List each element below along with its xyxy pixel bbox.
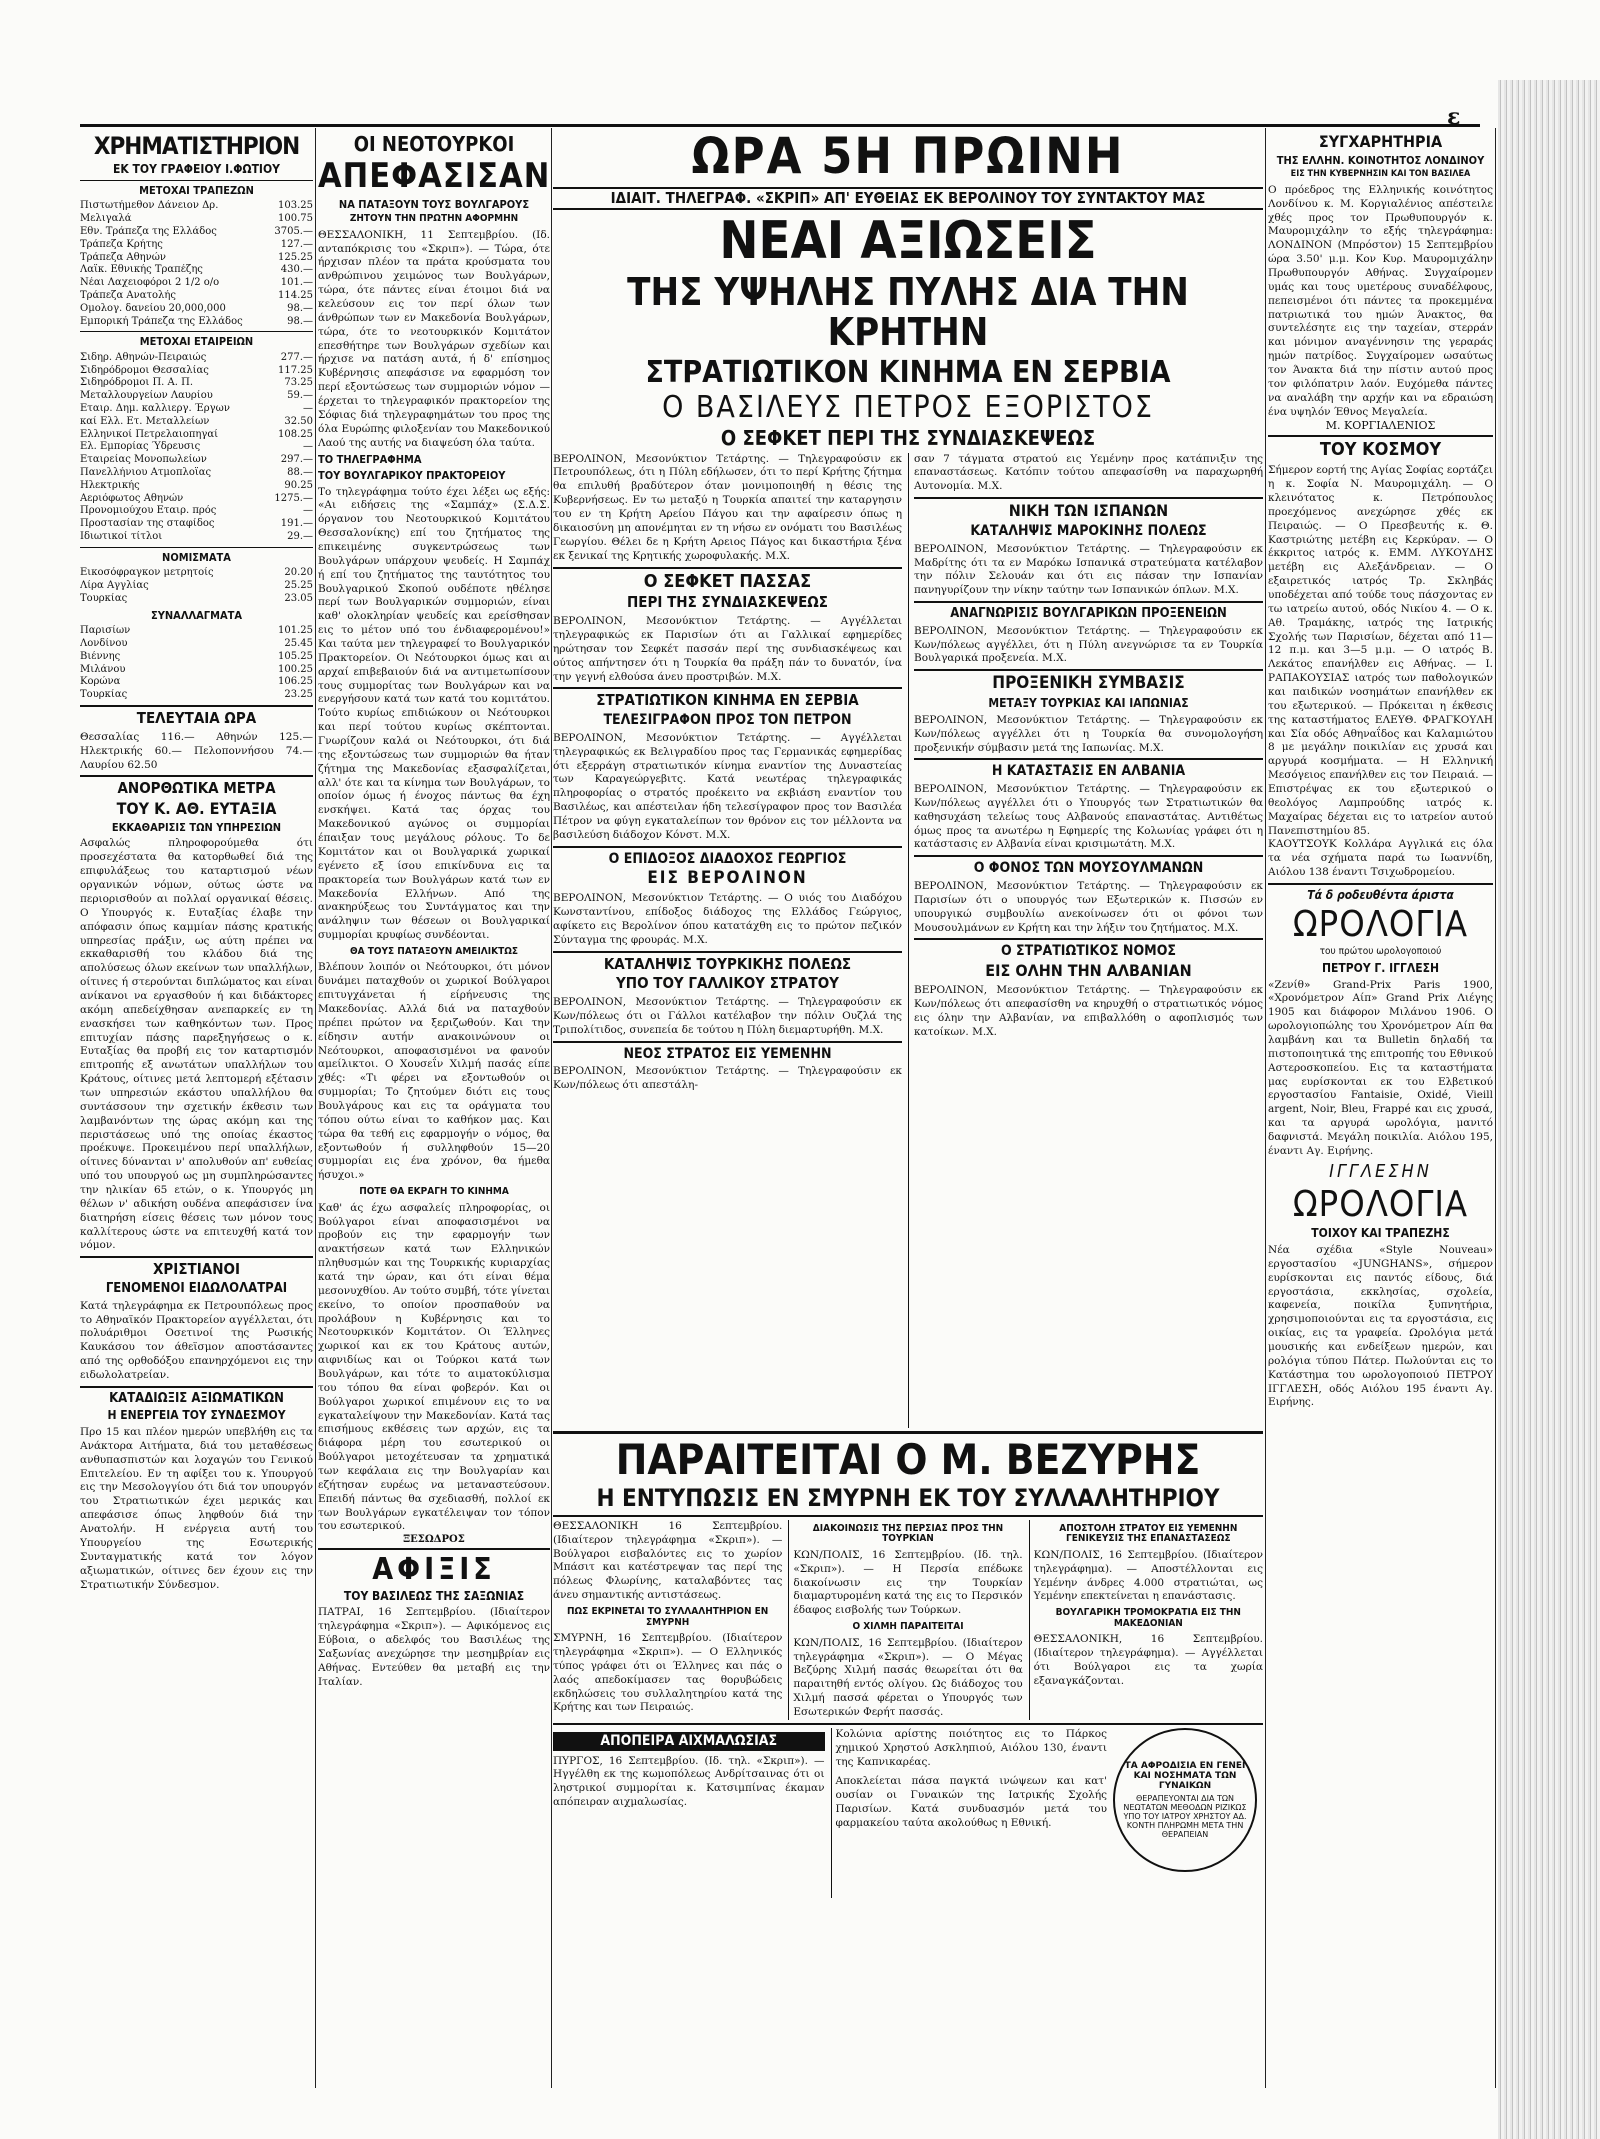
article-heading: ΟΙ ΝΕΟΤΟΥΡΚΟΙ	[353, 132, 515, 156]
quote-row	[80, 505, 313, 518]
coins-list	[80, 567, 313, 605]
article-heading: ΑΝΑΓΝΩΡΙΣΙΣ ΒΟΥΛΓΑΡΙΚΩΝ ΠΡΟΞΕΝΕΙΩΝ	[950, 606, 1227, 622]
article-subheading: ΝΑ ΠΑΤΑΞΟΥΝ ΤΟΥΣ ΒΟΥΛΓΑΡΟΥΣ	[338, 197, 530, 211]
quote-value: 90.25	[284, 479, 313, 491]
article-subheading: ΠΩΣ ΕΚΡΙΝΕΤΑΙ ΤΟ ΣΥΛΛΑΛΗΤΗΡΙΟΝ ΕΝ ΣΜΥΡΝΗ	[567, 1606, 769, 1628]
article-body: ΚΑΟΥΤΣΟΥΚ Κολλάρα Αγγλικά εις όλα τα νέα σχήματα παρά τω Ιωαννίδη, Αιόλου 138 έναντι Τσιχωδρομείου.	[1268, 838, 1493, 879]
big-subheadline: Η ΕΝΤΥΠΩΣΙΣ ΕΝ ΣΜΥΡΝΗ ΕΚ ΤΟΥ ΣΥΛΛΑΛΗΤΗΡΙΟΥ	[596, 1483, 1220, 1512]
article-body: ΘΕΣΣΑΛΟΝΙΚΗ, 11 Σεπτεμβρίου. (Ιδ. ανταπόκρισις του «Σκριπ»). — Τώρα, ότε ήρχισαν πλέον τα πράτα κρούσματα του ανθρώπινου χειμώνος των Βουλγάρων, τώρα, ότε πάντες είναι έτοιμοι διά να κελεύσουν εις τον περί όλων των άνθρώπων των εν Μακεδονία Βουλγάρων, τώρα, ότε το νεοτουρκικόν Κομιτάτον επεσθήτηρε των Βουλγάρων σχεδίων και ήρχισε να πατάση αυτά, ή δ' επίσημος Κυβέρνησις απεφάσισε να εφαρμόση τον περί εξοντώσεως των συμμοριών νόμον — έρχεται το τηλεγραφικόν πρακτορείον της Σόφιας διά τηλεγραφημάτων του προς της όλα Ευρώπης φιλοξενίαν του Μακεδονικού Λαού της αυτής να διαψεύση όλα ταύτα.	[318, 228, 550, 449]
banner-headline: ΩΡΑ 5Η ΠΡΩΙΝΗ	[691, 130, 1125, 185]
article-body: ΒΕΡΟΛΙΝΟΝ, Μεσονύκτιον Τετάρτης. — Τηλεγραφούσιν εκ Κων/πόλεως ότι απεστάλη-	[553, 1065, 902, 1092]
quote-label: Εταιρείας Μονοπωλείων	[80, 454, 207, 466]
quote-row	[80, 416, 313, 429]
quote-row	[80, 365, 313, 378]
bank-shares-list	[80, 200, 313, 328]
article-body: ΚΩΝ/ΠΟΛΙΣ, 16 Σεπτεμβρίου. (Ιδ. τηλ. «Σκριπ»). — Η Περσία επέδωκε διακοίνωσιν εις την Τουρκίαν διαμαρτυρομένη κατά της εις το Περσικόν έδαφος εισβολής των Τούρκων.	[793, 1548, 1023, 1617]
last-hour-text: Θεσσαλίας 116.— Αθηνών 125.— Ηλεκτρικής 60.— Πελοποννήσου 74.— Λαυρίου 62.50	[80, 730, 313, 771]
advertisement-stamp	[1113, 1728, 1263, 1898]
quote-row	[80, 593, 313, 606]
quote-label: Μεταλλουργείων Λαυρίου	[80, 390, 213, 402]
article-body: ΒΕΡΟΛΙΝΟΝ, Μεσονύκτιον Τετάρτης. — Τηλεγραφούσιν εκ Κων/πόλεως αγγέλλει, ότι η Πύλη ανεγνώρισε τα εν Τουρκία Βουλγαρικά προξενεία. Μ.Χ.	[914, 624, 1263, 665]
article-subheading: ΕΙΣ ΤΗΝ ΚΥΒΕΡΝΗΣΙΝ ΚΑΙ ΤΟΝ ΒΑΣΙΛΕΑ	[1290, 169, 1471, 180]
article-subheading: ΓΕΝΟΜΕΝΟΙ ΕΙΔΩΛΟΛΑΤΡΑΙ	[105, 1281, 288, 1297]
quote-label: Λίρα Αγγλίας	[80, 580, 149, 592]
quote-row	[80, 531, 313, 544]
quote-label: Σιδηρ. Αθηνών-Πειραιώς	[80, 351, 207, 363]
advertisement-text: Αποκλείεται πάσα παγκτά ινώψεων και κατ' ουσίαν οι Γυναικών της Ιατρικής Σχολής Παρισίων. Κατά συνδυασμόν μετά του φαρμακείου ταύτα ακολούθως η Εθνική.	[835, 1775, 1107, 1830]
article-subheading: ΤΟΥ ΒΑΣΙΛΕΩΣ ΤΗΣ ΣΑΞΩΝΙΑΣ	[343, 1588, 525, 1603]
advertisement-heading: ΙΓΓΛΕΣΗΝ	[1329, 1160, 1432, 1182]
bottom-subcolumn	[553, 1728, 825, 1898]
quote-row	[80, 454, 313, 467]
quote-row	[80, 664, 313, 677]
exchange-list	[80, 625, 313, 702]
article-body: ΒΕΡΟΛΙΝΟΝ, Μεσονύκτιον Τετάρτης. — Ο υιός του Διαδόχου Κωνσταντίνου, επίδοξος διάδοχος της Ελλάδος Γεώργιος, αφίκετο εις Βερολίνον όπου κατατάχθη εις το πρώτον πεζικόν Σύνταγμα της φρουράς. Μ.Χ.	[553, 892, 902, 946]
quote-row	[80, 518, 313, 531]
exchange-heading: ΣΥΝΑΛΛΑΓΜΑΤΑ	[150, 608, 243, 622]
article-heading: Η ΚΑΤΑΣΤΑΣΙΣ ΕΝ ΑΛΒΑΝΙΑ	[991, 763, 1186, 780]
article-body: Καθ' άς έχω ασφαλείς πληροφορίας, οι Βούλγαροι είναι αποφασισμένοι να προβούν εις την εφαρμογήν των ανακτήσεων κατά των Ελληνικών πληθυσμών και της Τουρκικής κυριαρχίας κατά την ώραν, και ότι είναι θέμα μεσονυχθίου. Αν τούτο συμβή, τότε γίνεται εκείνο, το οποίον προσπαθούν να προλάβουν η Κυβέρνησις και το Νεοτουρκικόν Κομιτάτον. Οι Έλληνες χωρικοί και εκ του Κράτους αυτών, αιφνιδίως και οι Τούρκοι κατά των Βουλγάρων, και τότε το αιματοκύλισμα του τόπου θα είναι φοβερόν. Και οι Βούλγαροι χωρικοί επιμένουν εις το να εγκαταλείψουν την Μακεδονίαν. Κατά τας επισήμους εκθέσεις των αρχών, εις τα διάφορα μέρη του εσωτερικού οι Βούλγαροι μετοχέτευσαν τα χρηματικά των κεφάλαια εις την Βουλγαρίαν και εζήτησαν ευρέως να μεταναστεύσουν. Επειδή πάντως θα σχεδιασθή, πολλοί εκ των Βουλγάρων εγκατέλειψαν τον τόπον του εσωτερικού.	[318, 1201, 550, 1533]
quote-value: 125.25	[278, 251, 313, 263]
quote-row	[80, 567, 313, 580]
article-subheading: ΠΟΤΕ ΘΑ ΕΚΡΑΓΗ ΤΟ ΚΙΝΗΜΑ	[359, 1186, 509, 1198]
article-subheading: ΘΑ ΤΟΥΣ ΠΑΤΑΞΟΥΝ ΑΜΕΙΛΙΚΤΩΣ	[349, 945, 519, 957]
article-subheading: ΕΙΣ ΒΕΡΟΛΙΝΟΝ	[647, 868, 808, 889]
article-body: ΒΕΡΟΛΙΝΟΝ, Μεσονύκτιον Τετάρτης. — Τηλεγραφούσιν εκ Κων/πόλεως αγγέλλει ότι η Τουρκία θα συνομολογήση προξενικήν σύμβασιν μετά της Ιαπωνίας. Μ.Χ.	[914, 713, 1263, 754]
quote-label: Προνομιούχου Εταιρ. πρός	[80, 505, 217, 517]
article-subheading: ΔΙΑΚΟΙΝΩΣΙΣ ΤΗΣ ΠΕΡΣΙΑΣ ΠΡΟΣ ΤΗΝ ΤΟΥΡΚΙΑΝ	[812, 1522, 1004, 1545]
article-heading: ΣΥΓΧΑΡΗΤΗΡΙΑ	[1318, 132, 1443, 151]
quote-row	[80, 651, 313, 664]
quote-value: —	[303, 441, 313, 453]
article-heading: ΣΤΡΑΤΙΩΤΙΚΟΝ ΚΙΝΗΜΑ ΕΝ ΣΕΡΒΙΑ	[596, 691, 859, 710]
article-subheading: ΠΕΡΙ ΤΗΣ ΣΥΝΔΙΑΣΚΕΨΕΩΣ	[626, 593, 828, 612]
advertisement-heading: ΩΡΟΛΟΓΙΑ	[1292, 1183, 1469, 1225]
column-4	[1268, 130, 1493, 2090]
quote-label: Αεριόφωτος Αθηνών	[80, 492, 184, 504]
quote-label: Πιστωτήμεθον Δάνειον Δρ.	[80, 200, 219, 212]
quote-label: Λαϊκ. Εθνικής Τραπέζης	[80, 264, 203, 276]
article-body: ΒΕΡΟΛΙΝΟΝ, Μεσονύκτιον Τετάρτης. — Τηλεγραφούσιν εκ Μαδρίτης ότι τα εν Μαρόκω Ισπανικά στρατεύματα κατέλαβον την πόλιν Σελουάν και ότι εις πάσαν την Ισπανίαν πανηγυρίζουν την νίκην ταύτην των Ισπανικών όπλων. Μ.Χ.	[914, 542, 1263, 597]
quote-label: Βιέννης	[80, 650, 121, 662]
quote-label: Σιδηρόδρομοι Θεσσαλίας	[80, 364, 209, 376]
article-heading: ΤΟΥ Κ. ΑΘ. ΕΥΤΑΞΙΑ	[116, 799, 277, 819]
quote-row	[80, 480, 313, 493]
quote-row	[80, 429, 313, 442]
article-body: ΠΥΡΓΟΣ, 16 Σεπτεμβρίου. (Ιδ. τηλ. «Σκριπ»). — Ηγγέλθη εκ της κωμοπόλεως Ανδρίτσαινας ότι οι ληστρικοί συμμορίται κ. Κατσιμπίνας έκαμαν απόπειραν αιχμαλωσίας.	[553, 1754, 825, 1809]
article-body: ΣΜΥΡΝΗ, 16 Σεπτεμβρίου. (Ιδιαίτερον τηλεγράφημα «Σκριπ»). — Ο Ελληνικός τύπος γράφει ότι οι Έλληνες και πάς ο λαός απεδοκίμασεν τας θορυβώδεις εκδηλώσεις του συλλαλητηρίου κατά της Κρήτης και των Πειραιώς.	[553, 1632, 783, 1714]
quote-label: Ομολογ. δανείου 20,000,000	[80, 302, 226, 314]
quote-row	[80, 403, 313, 416]
quote-value: 114.25	[278, 289, 313, 301]
advertisement-heading: ΩΡΟΛΟΓΙΑ	[1292, 903, 1469, 945]
quote-value: 430.—	[280, 264, 313, 276]
column-1	[80, 130, 313, 2090]
bottom-subcolumn	[1029, 1520, 1263, 1720]
main-subheadline: Ο ΣΕΦΚΕΤ ΠΕΡΙ ΤΗΣ ΣΥΝΔΙΑΣΚΕΨΕΩΣ	[720, 425, 1096, 450]
quote-label: Τουρκίας	[80, 592, 128, 604]
main-headline: Ο ΒΑΣΙΛΕΥΣ ΠΕΤΡΟΣ ΕΞΟΡΙΣΤΟΣ	[662, 390, 1154, 426]
quote-value: 32.50	[284, 415, 313, 427]
quote-value: 29.—	[287, 531, 313, 542]
last-hour-heading: ΤΕΛΕΥΤΑΙΑ ΩΡΑ	[136, 709, 257, 728]
quote-label: Ηλεκτρικής	[80, 479, 140, 491]
article-body: ΒΕΡΟΛΙΝΟΝ, Μεσονύκτιον Τετάρτης. — Τηλεγραφούσιν εκ Παρισίων ότι ο υπουργός των Εξωτερικών κ. Πισσών εν υπουργικώ συμβουλίω ανεκοίνωσεν ότι οι φόνοι των Μουσουλμάνων εν Κρήτη και την λήξιν του ζητήματος. Μ.Χ.	[914, 880, 1263, 934]
article-heading: ΝΕΟΣ ΣΤΡΑΤΟΣ ΕΙΣ ΥΕΜΕΝΗΝ	[623, 1045, 832, 1062]
article-body: ΠΑΤΡΑΙ, 16 Σεπτεμβρίου. (Ιδιαίτερον τηλεγράφημα «Σκριπ»). — Αφικόμενος εις Εύβοια, ο αδελφός του Βασιλέως της Σαξωνίας ανεχώρησε την μεσημβρίαν εις Αθήνας. Εντεύθεν θα μεταβή εις την Ιταλίαν.	[318, 1606, 550, 1688]
main-headline: ΣΤΡΑΤΙΩΤΙΚΟΝ ΚΙΝΗΜΑ ΕΝ ΣΕΡΒΙΑ	[645, 354, 1171, 390]
article-subheading: ΒΟΥΛΓΑΡΙΚΗ ΤΡΟΜΟΚΡΑΤΙΑ ΕΙΣ ΤΗΝ ΜΑΚΕΔΟΝΙΑΝ	[1055, 1607, 1241, 1629]
quote-row	[80, 316, 313, 329]
quote-value: 108.25	[278, 428, 313, 440]
article-body: ΚΩΝ/ΠΟΛΙΣ, 16 Σεπτεμβρίου. (Ιδιαίτερον τηλεγράφημα). — Αποστέλλονται εις Υεμένην άνδρες 4.000 στρατιώται, ως Υεμένην επεκτείνεται η επανάστασις.	[1033, 1548, 1263, 1603]
article-body: Βλέπουν λοιπόν οι Νεότουρκοι, ότι μόνον δυνάμει παταχθούν οι χωρικοί Βούλγαροι επιτυγχάνεται ή είρήνευσις της Μακεδονίας. Αλλά διά να παταχθούν πρέπει πρώτον να ξεριζωθούν. Και την είδησιν αυτήν ανακοινώνουν οι Νεότουρκοι, αποφασισμένοι να φανούν αμείλικτοι. Ο Χουσεΐν Χιλμή πασάς είπε χθές: «Τι φέρει να εξοντωθούν οι συμμορίαι; Το ζητούμεν διότι εις τους Βουλγάρους και εις τα οράγματα του τόπου ούτω είναι το καθήκον μας. Και τώρα θα τεθή εις εφαρμογήν ο νόμος, θα εξοντωθούν ή συλληφθούν 15—20 συμμορίαι εις ένα χρόνον, θα ήμεθα ήσυχοι.»	[318, 961, 550, 1182]
article-subheading: ΜΕΤΑΞΥ ΤΟΥΡΚΙΑΣ ΚΑΙ ΙΑΠΩΝΙΑΣ	[988, 696, 1189, 711]
quote-row	[80, 625, 313, 638]
banner-subheading: ΙΔΙΑΙΤ. ΤΗΛΕΓΡΑΦ. «ΣΚΡΙΠ» ΑΠ' ΕΥΘΕΙΑΣ ΕΚ ΒΕΡΟΛΙΝΟΥ ΤΟΥ ΣΥΝΤΑΚΤΟΥ ΜΑΣ	[553, 187, 1263, 211]
article-body: ΒΕΡΟΛΙΝΟΝ, Μεσονύκτιον Τετάρτης. — Τηλεγραφούσιν εκ Κων/πόλεως αγγέλλει ότι ο Υπουργός των Στρατιωτικών θα καθησυχάση τελείως τους Αλβανούς επαναστάτας. Αντιθέτως όμως προς τα ανωτέρω η Εφημερίς της Κολωνίας γράφει ότι η κατάστασις εν Αλβανία είναι κρισιμωτάτη. Μ.Χ.	[914, 783, 1263, 851]
article-body: ΘΕΣΣΑΛΟΝΙΚΗ 16 Σεπτεμβρίου. (Ιδιαίτερον τηλεγράφημα «Σκριπ»). — Βούλγαροι εισβαλόντες εις το χωρίον Μπάσιτ και κατέστρεψαν τας περί της πόλεως Φλωρίνης, καταλαβόντες τας άνευ σημαντικής αντιστάσεως.	[553, 1519, 783, 1602]
quote-value: 127.—	[280, 238, 313, 250]
quote-value: 59.—	[287, 390, 313, 402]
quote-label: Μελιγαλά	[80, 213, 132, 225]
quote-row	[80, 676, 313, 689]
company-shares-list	[80, 352, 313, 544]
quote-value: 73.25	[284, 377, 313, 389]
article-heading: Ο ΣΕΦΚΕΤ ΠΑΣΣΑΣ	[643, 570, 812, 592]
quote-label: Εθν. Τράπεζα της Ελλάδος	[80, 225, 217, 237]
quote-label: Λονδίνου	[80, 638, 128, 650]
quote-label: Προστασίαν της σταφίδος	[80, 518, 215, 530]
article-subheading: ΤΕΛΕΣΙΓΡΑΦΟΝ ΠΡΟΣ ΤΟΝ ΠΕΤΡΟΝ	[603, 712, 852, 729]
quote-row	[80, 277, 313, 290]
quote-value: 117.25	[278, 364, 313, 376]
article-body: ΒΕΡΟΛΙΝΟΝ, Μεσονύκτιον Τετάρτης. — Αγγέλλεται τηλεγραφικώς εκ Παρισίων ότι αι Γαλλικαί εφημερίδες ηρώτησαν τον Σεφκέτ πασσάν περί της συνδιασκέψεως και ούτος απήντησεν ότι η Τουρκία θα πράξη πάν το δυνατόν, ίνα την γεγνή ελθούσα άνευ προστριβών. Μ.Χ.	[553, 615, 902, 683]
quote-value: 101.—	[280, 277, 313, 289]
quote-value: 297.—	[280, 454, 313, 466]
stock-exchange-source: ΕΚ ΤΟΥ ΓΡΑΦΕΙΟΥ Ι.ΦΩΤΙΟΥ	[113, 162, 280, 177]
article-heading: Ο ΕΠΙΔΟΞΟΣ ΔΙΑΔΟΧΟΣ ΓΕΩΡΓΙΟΣ	[608, 850, 847, 867]
advertisement-subheading: του πρώτου ωρολογοποιού	[1319, 946, 1442, 958]
left-subcolumn	[553, 453, 902, 1428]
article-heading: ΑΝΟΡΘΩΤΙΚΑ ΜΕΤΡΑ	[117, 779, 276, 798]
quote-row	[80, 467, 313, 480]
article-subheading: ΥΠΟ ΤΟΥ ΓΑΛΛΙΚΟΥ ΣΤΡΑΤΟΥ	[616, 974, 839, 993]
page-number: ε	[1447, 104, 1461, 130]
quote-value: 25.25	[284, 580, 313, 592]
quote-value: —	[303, 505, 313, 517]
stamp-title: ΤΑ ΑΦΡΟΔΙΣΙΑ ΕΝ ΓΕΝΕΙ ΚΑΙ ΝΟΣΗΜΑΤΑ ΤΩΝ ΓΥΝΑΙΚΩΝ	[1124, 1760, 1246, 1791]
quote-label: Πανελλήνιου Ατμοπλοΐας	[80, 467, 212, 479]
article-body: ΒΕΡΟΛΙΝΟΝ, Μεσονύκτιον Τετάρτης. — Τηλεγραφούσιν εκ Κων/πόλεως ότι απεφασίσθη να κηρυχθή ο στρατιωτικός νόμος εις όλην την Αλβανίαν, να επιβαλλόθη ο αφοπλισμός των κατοίκων. Μ.Χ.	[914, 983, 1263, 1038]
article-body: ΒΕΡΟΛΙΝΟΝ, Μεσονύκτιον Τετάρτης. — Αγγέλλεται τηλεγραφικώς εκ Βελιγραδίου προς τας Γερμανικάς εφημερίδας ότι εξερράγη στρατιωτικόν κίνημα εναντίον της Δυναστείας των Καραγεώργεβιτς. Κατά νεωτέρας τηλεγραφικάς πληροφορίας ο στρατός προέκειτο να εκβιάση εναντίον του Βασιλέως, και απέστειλαν ήδη τελεσίγραφον προς τον Βασιλέα Πέτρον να φύγη εγκαταλείπων τον θρόνον εις τον μέλλοντα να βασιλεύση διάδοχον Κόνστ. Μ.Χ.	[553, 731, 902, 841]
stamp-text: ΘΕΡΑΠΕΥΟΝΤΑΙ ΔΙΑ ΤΩΝ ΝΕΩΤΑΤΩΝ ΜΕΘΟΔΩΝ ΡΙΖΙΚΩΣ ΥΠΟ ΤΟΥ ΙΑΤΡΟΥ ΧΡΗΣΤΟΥ ΑΔ. ΚΟΝΤΗ ΠΛΗΡΩΜΗ ΜΕΤΑ ΤΗΝ ΘΕΡΑΠΕΙΑΝ	[1123, 1793, 1247, 1839]
article-heading: Ο ΣΤΡΑΤΙΩΤΙΚΟΣ ΝΟΜΟΣ	[1000, 943, 1177, 960]
signature: Μ. ΚΟΡΓΙΑΛΕΝΙΟΣ	[1325, 419, 1436, 433]
quote-label: Ελ. Εμπορίας Ύδρευσις	[80, 441, 201, 453]
quote-value: 105.25	[278, 650, 313, 662]
quote-value: 20.20	[284, 567, 313, 579]
article-subheading: ΤΗΣ ΕΛΛΗΝ. ΚΟΙΝΟΤΗΤΟΣ ΛΟΝΔΙΝΟΥ	[1276, 153, 1485, 167]
article-subheading: Ο ΧΙΛΜΗ ΠΑΡΑΙΤΕΙΤΑΙ	[852, 1621, 964, 1633]
bottom-subcolumn	[831, 1728, 1108, 1898]
article-heading: ΑΠΟΠΕΙΡΑ ΑΙΧΜΑΛΩΣΙΑΣ	[553, 1732, 825, 1751]
quote-label: Εταιρ. Δημ. καλλιεργ. Έργων	[80, 403, 230, 415]
quote-row	[80, 689, 313, 702]
quote-label: Νέαι Λαχειοφόροι 2 1/2 ο/ο	[80, 277, 220, 289]
stock-exchange-heading: ΧΡΗΜΑΤΙΣΤΗΡΙΟΝ	[93, 132, 300, 160]
quote-value: 106.25	[278, 676, 313, 688]
quote-label: Σιδηρόδρομοι Π. Α. Π.	[80, 377, 193, 389]
article-body: Κολώνια αρίστης ποιότητος εις το Πάρκος χημικού Χρηστού Ασκληπιού, Αιόλου 130, έναντι της Καπνικαρέας.	[835, 1727, 1107, 1768]
quote-label: Εμπορική Τράπεζα της Ελλάδος	[80, 315, 243, 327]
advertisement-body: «Ζενίθ» Grand-Prix Paris 1900, «Χρονόμετρον Αίπ» Grand Prix Λιέγης 1905 και διάφορον Μιλάνου 1906. Ο ωρολογιοπώλης του Χρονόμετρον Αίπ θα λαμβάνη και τα Bulletin δηλαδή τα πιστοποιητικά της επιτροπής του Εθνικού Αστεροσκοπείου. Εις τα καταστήματα μας ευρίσκονται εκ του Ελβετικού εργοστασίου Fantaisie, Oxidé, Vieill argent, Noir, Bleu, Frappé και εις χρυσά, και τα αργυρά ωρολόγια, μανιτό δαφνιστά. Μεγάλη ποικιλία. Αιόλου 195, έναντι Αγ. Ειρήνης.	[1268, 978, 1493, 1157]
quote-value: 98.—	[287, 315, 313, 327]
quote-row	[80, 239, 313, 252]
quote-row	[80, 493, 313, 506]
article-subheading: ΤΟΥ ΒΟΥΛΓΑΡΙΚΟΥ ΠΡΑΚΤΟΡΕΙΟΥ	[318, 469, 506, 483]
article-body: Κατά τηλεγράφημα εκ Πετρουπόλεως προς το Αθηναϊκόν Πρακτορείον αγγέλλεται, ότι πολυάριθμοι Οσετινοί της Ρωσικής Καυκάσου τον άθεϊσμον αποστάσαντες από της ορθοδόξου επανηρχόμενοι εις την ειδωλολατρείαν.	[80, 1299, 313, 1381]
quote-label: Ελληνικοί Πετρελαιοπηγαί	[80, 428, 219, 440]
scan-edge	[1498, 80, 1600, 2139]
quote-row	[80, 441, 313, 454]
company-shares-heading: ΜΕΤΟΧΑΙ ΕΤΑΙΡΕΙΩΝ	[139, 335, 254, 349]
quote-value: 103.25	[278, 200, 313, 212]
quote-value: —	[303, 403, 313, 415]
quote-label: Κορώνα	[80, 676, 121, 688]
article-heading: ΝΙΚΗ ΤΩΝ ΙΣΠΑΝΩΝ	[1008, 501, 1169, 521]
quote-value: 101.25	[278, 625, 313, 637]
article-body: ΘΕΣΣΑΛΟΝΙΚΗ, 16 Σεπτεμβρίου. (Ιδιαίτερον τηλεγράφημα). — Αγγέλλεται ότι Βούλγαροι εις τα χωρία εξαναγκάζονται.	[1033, 1633, 1263, 1687]
quote-label: Παρισίων	[80, 625, 131, 637]
article-heading: ΧΡΙΣΤΙΑΝΟΙ	[153, 1260, 240, 1279]
bottom-subcolumn	[788, 1520, 1022, 1720]
quote-value: 23.25	[284, 689, 313, 701]
quote-value: 98.—	[287, 302, 313, 314]
quote-row	[80, 264, 313, 277]
quote-row	[80, 377, 313, 390]
main-headline: ΤΗΣ ΥΨΗΛΗΣ ΠΥΛΗΣ ΔΙΑ ΤΗΝ ΚΡΗΤΗΝ	[627, 269, 1189, 354]
article-subheading: ΚΑΤΑΛΗΨΙΣ ΜΑΡΟΚΙΝΗΣ ΠΟΛΕΩΣ	[970, 523, 1207, 539]
quote-label: Τράπεζα Κρήτης	[80, 238, 163, 250]
quote-label: Τουρκίας	[80, 689, 128, 701]
quote-value: 25.45	[284, 638, 313, 650]
quote-row	[80, 226, 313, 239]
advertisement-subheading: ΠΕΤΡΟΥ Γ. ΙΓΓΛΕΣΗ	[1321, 960, 1440, 975]
quote-label: Μιλάνου	[80, 663, 126, 675]
coins-heading: ΝΟΜΙΣΜΑΤΑ	[162, 550, 231, 564]
article-body: ΚΩΝ/ΠΟΛΙΣ, 16 Σεπτεμβρίου. (Ιδιαίτερον τηλεγράφημα «Σκριπ»). — Ο Μέγας Βεζύρης Χιλμή πασάς θεωρείται ότι θα παραιτηθή εντός ολίγου. Ως διάδοχος του Χιλμή πασσά φέρεται ο Υπουργός των Εσωτερικών Φερήτ πασσάς.	[793, 1636, 1023, 1718]
article-heading: ΚΑΤΑΔΙΩΞΙΣ ΑΞΙΩΜΑΤΙΚΩΝ	[109, 1390, 284, 1406]
quote-label: Ιδιωτικοί τίτλοι	[80, 531, 163, 542]
quote-value: 277.—	[280, 351, 313, 363]
article-subheading: ΤΟ ΤΗΛΕΓΡΑΦΗΜΑ	[318, 453, 422, 467]
quote-value: 100.75	[278, 213, 313, 225]
article-subheading: ΖΗΤΟΥΝ ΤΗΝ ΠΡΩΤΗΝ ΑΦΟΡΜΗΝ	[349, 213, 519, 225]
quote-label: καί Ελλ. Ετ. Μεταλλείων	[80, 415, 210, 427]
quote-value: 23.05	[284, 592, 313, 604]
quote-row	[80, 303, 313, 316]
quote-row	[80, 252, 313, 265]
article-body: Ασφαλώς πληροφορούμεθα ότι προσεχέστατα θα κατορθωθεί διά της επιφυλάξεως του καταρτισμού νέων οργανικών νόμων, ούτως ώστε να περιορισθούν αι πολλαί οργανικαί θέσεις. Ο Υπουργός κ. Ευταξίας έλαβε την απόφασιν όπως καμμίαν πάσης κρατικής υπηρεσίας πράξιν, ως αύτη πρέπει να εκκαθαρισθή του κλάδου διά της απολύσεως όλων εκείνων των υπαλλήλων, οίτινες ή στερούνται διπλώματος και είναι ανίκανοι να εργασθούν ή και διδάκτορες ακόμη απεδείχθησαν ανεπαρκείς εν τη ενασκήσει των καθηκόντων των. Προς επιτυχίαν πάσης παρεξηγήσεως ο κ. Ευταξίας θα προβή εις τον καταρτισμόν επιτροπής εξ ανωτάτων υπαλλήλων του Κράτους, οίτινες μετά λεπτομερή εξέτασιν των υπηρεσιών εκάστου υπαλλήλου θα συντάσσουν την σχετικήν έκθεσιν των λαμβανόντων της ώρας ακόμη και της περιστάσεως υπό της οποίας έκαστος προέκυψε. Προκειμένου περί υπαλλήλων, οίτινες δύνανται ν' απολυθούν απ' ευθείας υπό του υπουργού ως μη συμπληρώσαντες την ηλικίαν 65 ετών, ο κ. Υπουργός μη θέλων ν' αδικήση ουδένα απεφάσισεν ίνα διατηρήση είσεις θέσεις των μόνον τους καλλίτερους ώστε να επιτευχθή κατά τον νόμον.	[80, 837, 313, 1252]
article-heading: ΠΡΟΞΕΝΙΚΗ ΣΥΜΒΑΣΙΣ	[992, 673, 1185, 694]
article-body: σαν 7 τάγματα στρατού εις Υεμένην προς κατάπνιξιν της επαναστάσεως. Κατόπιν τούτου απεφασίσθη να παραχωρηθή Αυτονομία. Μ.Χ.	[914, 452, 1263, 493]
article-body: ΒΕΡΟΛΙΝΟΝ, Μεσονύκτιον Τετάρτης. — Τηλεγραφούσιν εκ Πετρουπόλεως, ότι η Πύλη εδήλωσεν, ότι το περί Κρήτης ζήτημα θα επιλυθή βραδύτερον όταν μονιμοποιηθή η θέσις της Κυβερνήσεως. Εν τω μεταξύ η Τουρκία απαιτεί την καταργησιν του εν τη Κρήτη Αρείου Πάγου και την αφαίρεσιν όπως η δικαιοσύνη μη απονέμηται εν τη νήσω εν ονόματι του Βασιλέως Γεωργίου. Θέλει δε η Κρήτη Αρειος Πάγος και δικαστήρια ξένα εκ ξενικαί της Κρητικής χωροφυλακής. Μ.Χ.	[553, 452, 902, 562]
quote-value: 3705.—	[274, 225, 313, 237]
quote-row	[80, 352, 313, 365]
article-body: Σήμερον εορτή της Αγίας Σοφίας εορτάζει η κ. Σοφία Ν. Μαυρομιχάλη. — Ο κλεινότατος κ. Πετρόπουλος προεχόμενος ανεχώρησε χθές εκ Πειραιώς. — Ο Πρεσβευτής κ. Θ. Καστριώτης μετέβη εις Κερκύραν. — Ο έκκριτος ιατρός κ. ΕΜΜ. ΛΥΚΟΥΔΗΣ μετέβη εις Αλεξάνδρειαν. — Ο εξαιρετικός ιατρός Τρ. Σκληβάς υποδέχεται από τούδε τους πάσχοντας εν τω ιατρείω αυτού, οδός Νικίου 4. — Ο κ. Αθ. Τραμάκης, ιατρός της Ιατρικής Σχολής των Παρισίων, δέχεται από 11—12 π.μ. και 3—5 μ.μ. — Ο ιατρός Β. Λεκάτος επανήλθεν εις Αθήνας. — Ι. ΡΑΠΑΚΟΥΣΙΑΣ ιατρός των παθολογικών και παιδικών νοσημάτων επανήλθεν εκ του εξωτερικού. — Πρόκειται η έκθεσις της καταστήματος ΕΛΕΥΘ. ΦΡΑΓΚΟΥΛΗ και Σία οδός Αθηναΐδος και Καλαμιώτου 8 με μεγάλην ποικιλίαν εις χρυσά και αργυρά κοσμήματα. — Η Ελληνική Μεσόγειος επανήλθεν εις τον Πειραιά. — Επιστρέψας εκ του εξωτερικού ο θεολόγος Λαμπρούδης ιατρός κ. Μαχαίρας δέχεται εις το ιατρείον αυτού Πανεπιστημίου 85.	[1268, 464, 1493, 837]
advertisement-heading: Τά δ ροδευθέντα άριστα	[1307, 888, 1454, 903]
quote-label: Εικοσόφραγκον μετρητοίς	[80, 567, 214, 579]
stamp-seal	[1113, 1728, 1257, 1872]
quote-row	[80, 390, 313, 403]
quote-row	[80, 200, 313, 213]
article-body: Ο πρόεδρος της Ελληνικής κοινότητος Λονδίνου κ. Μ. Κοργιαλένιος απέστειλε χθές προς τον Πρωθυπουργόν κ. Μαυρομιχάλην το εξής τηλεγράφημα: ΛΟΝΔΙΝΟΝ (Μπρόστον) 15 Σεπτεμβρίου ώρα 3.50' μ.μ. Κον Κυρ. Μαυρομιχάλην Πρωθυπουργόν Αθήνας. Συγχαίρομεν υμάς και τους υμετέρους συναδέλφους, πεπεισμένοι ότι πάντες τα προκεμμένα πατριωτικά του ημών Άνακτος, θα συντελέσητε εις την ταχείαν, στερράν και μόνιμον αναγέννησιν της γεραράς ημών πατρίδος. Συγχαίρομεν ωσαύτως τον Άνακτα διά την πίστιν αυτού προς τον φιλόπατριν λαόν. Ευχόμεθα πάντες να αναλάβη την αρχήν και να εδραιώση ένα υψηλόν Έθνος Μεγαλεία.	[1268, 183, 1493, 418]
main-headline: ΝΕΑΙ ΑΞΙΩΣΕΙΣ	[719, 211, 1097, 272]
bank-shares-heading: ΜΕΤΟΧΑΙ ΤΡΑΠΕΖΩΝ	[139, 183, 254, 197]
article-body: Το τηλεγράφημα τούτο έχει λέξει ως εξής: «Αι ειδήσεις της «Σαμπάχ» (Σ.Δ.Σ. όργανον του Νεοτουρκικού Κομιτάτου Θεσσαλονίκης) επί του ζητήματος της επικειμένης συγκεντρώσεως των Βουλγάρων υπάρχουν ψευδείς. Η Σαμπάχ ή επί του ζητήματος της ταυτότητος του Βουλγαρικού Σκοπού ουδέποτε ηθέλησε περί των Βουλγαρικών συμμοριών, είναι καθ' ολοκληρίαν ψευδείς και ερείσθησαν εις το μέτον υπό του ένδιαφερομένου!» Και ταύτα μεν τηλεγραφεί το Βουλγαρικόν Πρακτορείον. Οι Νεότουρκοι όμως και αι αρχαί επιβεβαιούν διά να αντιμετωπίσουν τους συμμορίτας των Βουλγάρων και να ενεργήσουν κατά των κατά του κομιτάτου. Τούτο κυρίως επιδιώκουν οι Νεότουρκοι και περί τούτου κυρίως σκέπτονται. Γνωρίζουν καλά οι Νεότουρκοι, ότι διά της εξοντώσεως των συμμοριών θα ήταν ζήτημα της Μακεδονίας εξασφαλίζεται, αλλ' ότε και τα κίνημα των Βουλγάρων, το οποίον όμως ή ένοχος πάντως θα έχη ενσκήψει. Κατά τας όρχας του Μακεδονικού αγώνος οι συμμορίαι έπαιξαν τους μεγάλους ρόλους. Το δε Κομιτάτον και οι Βουλγαρικά χωρικαί εγένετο εξ ίσου επικίνδυνα εις τα πρακτορεία των Βουλγάρων κατά των εν Μακεδονία Ελλήνων. Από της ανακηρύξεως του Συντάγματος και την ανάληψιν των θέσεων οι Βουλγαρικαί συμμορίαι κρυφίως συνδέονται.	[318, 485, 550, 942]
advertisement-body: Νέα σχέδια «Style Nouveau» εργοστασίου «JUNGHANS», σήμερον ευρίσκονται εις παντός είδους, διά εργοστάσια, εκκλησίας, σχολεία, καφενεία, ποικίλα ξυπνητήρια, χρησιμοποιούνται εις τα εργοστάσια, εις οικίας, εις τα γραφεία. Ωρολόγια μετά μουσικής και ενδείξεων ημερών, και ρολόγια τύπου Πάτερ. Πωλούνται εις το Κατάστημα του ωρολογοποιού ΠΕΤΡΟΥ ΙΓΓΛΕΣΗ, οδός Αιόλου 195 έναντι Αγ. Ειρήνης.	[1268, 1244, 1493, 1409]
quote-value: 1275.—	[274, 492, 313, 504]
quote-value: 191.—	[280, 518, 313, 530]
quote-row	[80, 213, 313, 226]
quote-row	[80, 580, 313, 593]
quote-value: 100.25	[278, 663, 313, 675]
column-2	[318, 130, 550, 2090]
article-heading: ΤΟΥ ΚΟΣΜΟΥ	[1319, 439, 1442, 461]
bottom-subcolumn	[553, 1520, 782, 1720]
big-headline: ΠΑΡΑΙΤΕΙΤΑΙ Ο Μ. ΒΕΖΥΡΗΣ	[615, 1434, 1201, 1484]
article-subheading: ΑΠΟΣΤΟΛΗ ΣΤΡΑΤΟΥ ΕΙΣ ΥΕΜΕΝΗΝ ΓΕΝΙΚΕΥΣΙΣ ΤΗΣ ΕΠΑΝΑΣΤΑΣΕΩΣ	[1059, 1522, 1238, 1545]
quote-label: Τράπεζα Αθηνών	[80, 251, 166, 263]
article-heading: ΚΑΤΑΛΗΨΙΣ ΤΟΥΡΚΙΚΗΣ ΠΟΛΕΩΣ	[603, 954, 852, 973]
article-subheading: ΕΚΚΑΘΑΡΙΣΙΣ ΤΩΝ ΥΠΗΡΕΣΙΩΝ	[111, 820, 282, 834]
quote-row	[80, 290, 313, 303]
quote-value: 88.—	[287, 467, 313, 479]
article-subheading: ΕΙΣ ΟΛΗΝ ΤΗΝ ΑΛΒΑΝΙΑΝ	[985, 961, 1192, 981]
advertisement-subheading: ΤΟΙΧΟΥ ΚΑΙ ΤΡΑΠΕΖΗΣ	[1311, 1226, 1450, 1241]
quote-label: Τράπεζα Ανατολής	[80, 289, 176, 301]
article-body: ΒΕΡΟΛΙΝΟΝ, Μεσονύκτιον Τετάρτης. — Τηλεγραφούσιν εκ Κων/πόλεως ότι οι Γάλλοι κατέλαβον την πόλιν Ουζλά της Τριπολίτιδος, συνεπεία δε τούτου η Πύλη διεμαρτυρήθη. Μ.Χ.	[553, 996, 902, 1036]
article-heading: ΑΦΙΞΙΣ	[372, 1552, 496, 1588]
column-3	[553, 130, 1263, 2090]
article-heading: ΑΠΕΦΑΣΙΣΑΝ	[318, 156, 550, 196]
right-subcolumn	[908, 453, 1263, 1428]
article-heading: Ο ΦΟΝΟΣ ΤΩΝ ΜΟΥΣΟΥΛΜΑΝΩΝ	[973, 860, 1204, 877]
quote-row	[80, 638, 313, 651]
top-rule	[80, 124, 1480, 127]
article-subheading: Η ΕΝΕΡΓΕΙΑ ΤΟΥ ΣΥΝΔΕΣΜΟΥ	[107, 1408, 286, 1423]
article-body: Προ 15 και πλέον ημερών υπεβλήθη εις τα Ανάκτορα Αιτήματα, διά του μεταθέσεως ανθυπασπιστών και λοχαγών του Γενικού Επιτελείου. Εν τη αφίξει του κ. Υπουργού εις την Μεσολογγίου ότι διά τον υπουργόν του Στρατιωτικών έχει μερικάς και απεφάσισε όπως ληφθούν διά την Ανατολήν. Η ενέργεια αυτή του Υπουργείου της Εσωτερικής Συνταγματικής κατά τον λόγον αξιωματικών, οίτινες δεν έχουν εις την Στρατιωτικήν Σύνδεσμον.	[80, 1426, 313, 1591]
signature: ΞΕΣΩΔΡΟΣ	[403, 1534, 465, 1546]
